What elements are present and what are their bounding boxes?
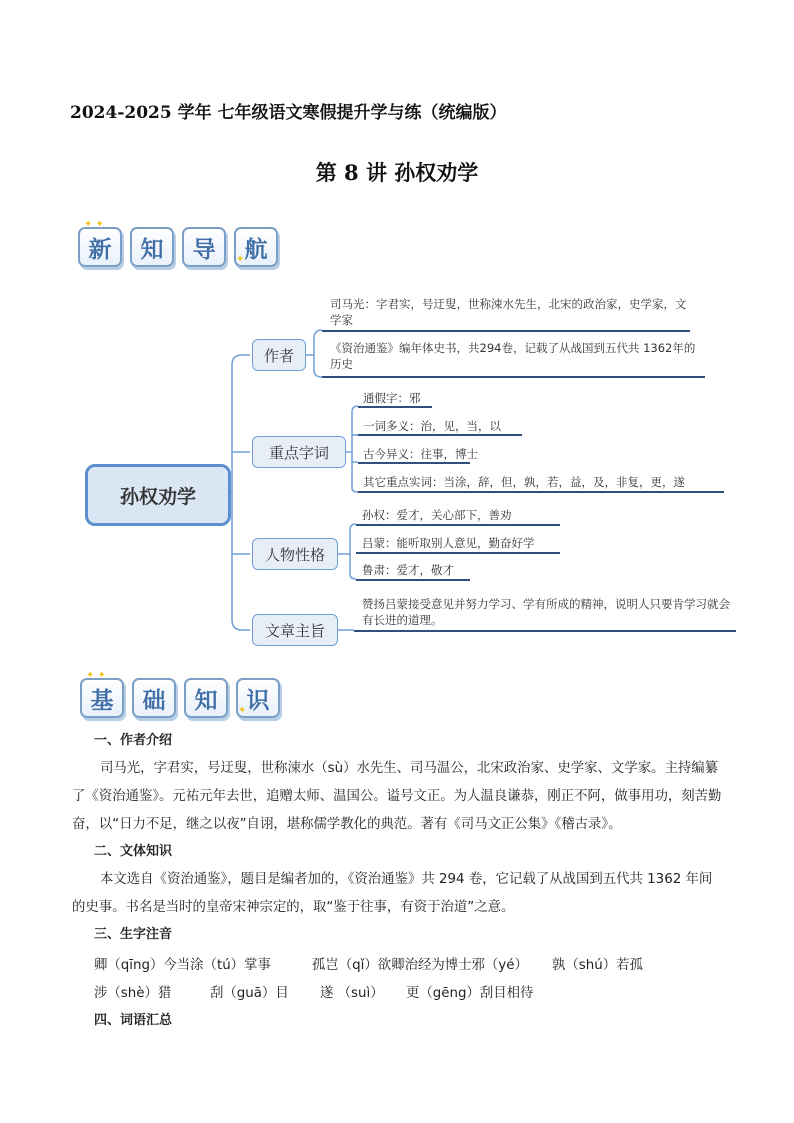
leaf-polysemy: 一词多义：治，见，当，以	[363, 419, 501, 433]
lesson-title: 第 8 讲 孙权劝学	[315, 160, 479, 185]
banner-char: 知	[130, 227, 174, 267]
pinyin-item: 孰（shú）若孤	[552, 958, 643, 973]
pinyin-item: 涉（shè）猎	[94, 986, 172, 1001]
banner-char: 新	[78, 227, 122, 267]
pinyin-item: 刮（guā）目	[210, 986, 289, 1001]
sparkle-icon: ✦ ✦	[84, 219, 104, 230]
section-heading: 一、作者介绍	[94, 733, 173, 748]
banner-basic-knowledge	[80, 678, 280, 718]
branch-author: 作者	[252, 339, 306, 371]
banner-char: 航	[234, 227, 278, 267]
pinyin-item: 孤岂（qǐ）欲卿治经为博士邪（yé）	[312, 958, 528, 973]
pinyin-row	[72, 950, 722, 978]
leaf-tongjia: 通假字：邪	[363, 391, 421, 405]
section-heading: 二、文体知识	[94, 844, 173, 859]
author-intro-paragraph: 司马光，字君实，号迂叟，世称涑水（sù）水先生、司马温公，北宋政治家、史学家、文学家。主持编纂了《资治通鉴》。元祐元年去世，追赠太师、温国公。谥号文正。为人温良谦恭，刚正不阿，做事用功，刻苦勤奋，以“日力不足，继之以夜”自诩，堪称儒学教化的典范。著有《司马文正公集》《稽古录》。	[72, 761, 722, 832]
branch-character: 人物性格	[252, 538, 338, 570]
main-content	[72, 730, 722, 1032]
leaf-zizhi-tongjian: 《资治通鉴》编年体史书，共294卷，记载了从战国到五代共 1362年的历史	[330, 341, 696, 371]
pinyin-item: 遂 （suì）	[320, 986, 384, 1001]
leaf-theme: 赞扬吕蒙接受意见并努力学习、学有所成的精神，说明人只要肯学习就会有长进的道理。	[362, 597, 730, 627]
section-heading: 三、生字注音	[94, 927, 173, 942]
sparkle-icon: ✦	[236, 254, 245, 265]
section-heading: 四、词语汇总	[94, 1013, 173, 1028]
leaf-author-intro: 司马光：字君实，号迂叟，世称涑水先生，北宋的政治家，史学家，文学家	[330, 297, 687, 327]
leaf-lusu: 鲁肃：爱才，敬才	[362, 563, 454, 577]
pinyin-item: 更（gēng）刮目相待	[406, 986, 534, 1001]
mindmap-root: 孙权劝学	[85, 464, 231, 526]
leaf-sunquan: 孙权：爱才，关心部下，善劝	[362, 508, 512, 522]
leaf-ancient-modern: 古今异义：往事，博士	[363, 447, 478, 461]
genre-paragraph: 本文选自《资治通鉴》，题目是编者加的，《资治通鉴》共 294 卷，它记载了从战国到五代共 1362 年间的史事。书名是当时的皇帝宋神宗定的，取“鉴于往事，有资于治道”之意。	[72, 872, 713, 915]
pinyin-row	[72, 978, 722, 1006]
leaf-lvmeng: 吕蒙：能听取别人意见，勤奋好学	[362, 536, 535, 550]
document-header: 2024-2025 学年 七年级语文寒假提升学与练（统编版）	[70, 103, 507, 123]
banner-char: 基	[80, 678, 124, 718]
branch-key-words: 重点字词	[252, 436, 346, 468]
banner-char: 础	[132, 678, 176, 718]
branch-theme: 文章主旨	[252, 614, 338, 646]
pinyin-item: 卿（qīng）今当涂（tú）掌事	[94, 958, 271, 973]
banner-char: 识	[236, 678, 280, 718]
sparkle-icon: ✦ ✦	[86, 670, 106, 681]
banner-char: 知	[184, 678, 228, 718]
sparkle-icon: ✦	[238, 705, 247, 716]
leaf-key-content-words: 其它重点实词：当涂，辞，但，孰，若，益，及，非复，更，遂	[363, 475, 685, 489]
banner-char: 导	[182, 227, 226, 267]
